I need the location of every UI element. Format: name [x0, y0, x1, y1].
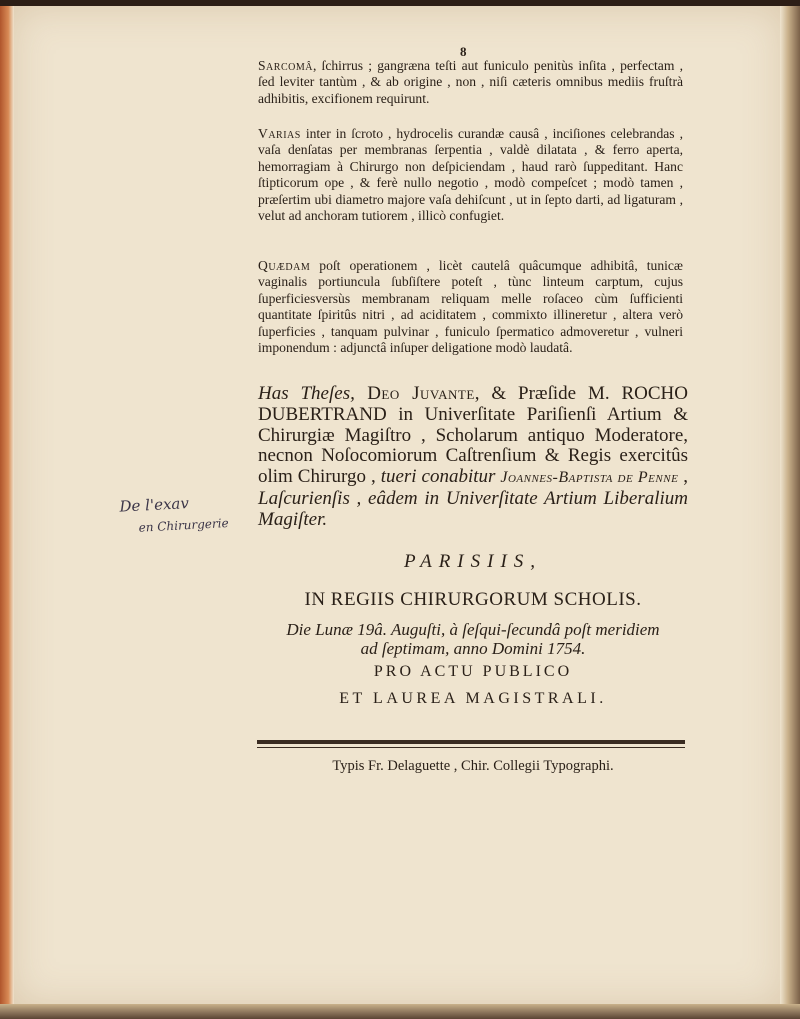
- page-edge-right: [780, 6, 800, 1006]
- venue-line: IN REGIIS CHIRURGORUM SCHOLIS.: [304, 589, 642, 610]
- date-line-2: ad ſeptimam, anno Domini 1754.: [360, 639, 586, 658]
- thesis-part: Has Theſes,: [258, 383, 355, 404]
- paragraph-body: poſt operationem , licèt cautelâ quâcumque adhibitâ, tunicæ vaginalis portiuncula ſubſiſtere poteſt , tùnc linteum carptum, cujus ſuperficiesversùs membranam reliquam melle roſaceo cùm ſufficienti quantitate ſpiritûs nitri , ad aciditatem , commixto illineretur , altera verò ſuperficies , tanquam pulvinar , funiculo ſpermatico admoveretur , vulneri imponendum : adjunctâ inſuper deligatione modò laudatâ.: [258, 258, 683, 356]
- thesis-part: tueri conabitur: [375, 466, 501, 488]
- paragraph-lead: Quædam: [258, 258, 311, 273]
- paragraph-lead: Varias: [258, 126, 301, 141]
- page-edge-bottom: [0, 1004, 800, 1019]
- divider-rule-thin: [257, 747, 685, 748]
- thesis-part: Deo Juvante: [354, 383, 475, 404]
- paragraph-quaedam: [258, 258, 683, 356]
- act-line: PRO ACTU PUBLICO: [373, 663, 573, 680]
- thesis-statement: [258, 384, 688, 531]
- page-number: 8: [460, 44, 467, 59]
- place-line: PARISIIS,: [403, 551, 543, 572]
- printer-imprint: Typis Fr. Delaguette , Chir. Collegii Typographi.: [332, 758, 614, 774]
- margin-note-line: en Chirurgerie: [138, 516, 229, 535]
- thesis-part: , & Præſide M. ROCHO DUBERTRAND in Univerſitate Pariſienſi Artium & Chirurgiæ Magiſtro , Scholarum antiquo Moderatore, necnon Noſocomiorum Caſtrenſium & Regis exercitûs olim Chirurgo ,: [258, 383, 688, 488]
- date-line: [258, 620, 688, 658]
- page-edge-left: [0, 6, 14, 1006]
- thesis-part: Laſcurienſis , eâdem in Univerſitate Artium Liberalium Magiſter.: [258, 487, 688, 530]
- laurea-line: ET LAUREA MAGISTRALI.: [339, 690, 607, 707]
- thesis-part: ,: [678, 466, 688, 488]
- paragraph-lead: Sarcomâ: [258, 58, 313, 73]
- handwritten-margin-note: [119, 488, 261, 539]
- margin-note-line: De l'exav: [119, 494, 190, 516]
- paragraph-varias: [258, 126, 683, 224]
- paragraph-sarcoma: [258, 58, 683, 107]
- divider-rule-thick: [257, 740, 685, 744]
- defendant-name: Joannes-Baptista de Penne: [500, 469, 679, 487]
- date-line-1: Die Lunæ 19â. Auguſti, à ſeſqui-ſecundâ poſt meridiem: [286, 620, 660, 639]
- paragraph-body: inter in ſcroto , hydrocelis curandæ causâ , inciſiones celebrandas , vaſa denſatas per membranas ſerpentia , valdè dilatata , & ferro aperta, hemorragiam à Chirurgo non deſpiciendam , haud rarò ſuppeditant. Hanc ſtipticorum ope , & ferè nullo negotio , modò compeſcet ; modò tamen , præſertim ubi diametro majore vaſa dehiſcunt , ut in ſepto darti, ad ligaturam , velut ad anchoram tutiorem , illicò confugiet.: [258, 126, 683, 224]
- paragraph-body: , ſchirrus ; gangræna teſti aut funiculo penitùs inſita , perfectam , ſed leviter tantùm , & ab origine , non , niſi cæteris omnibus mediis fruſtrà adhibitis, excifionem requirunt.: [258, 58, 683, 106]
